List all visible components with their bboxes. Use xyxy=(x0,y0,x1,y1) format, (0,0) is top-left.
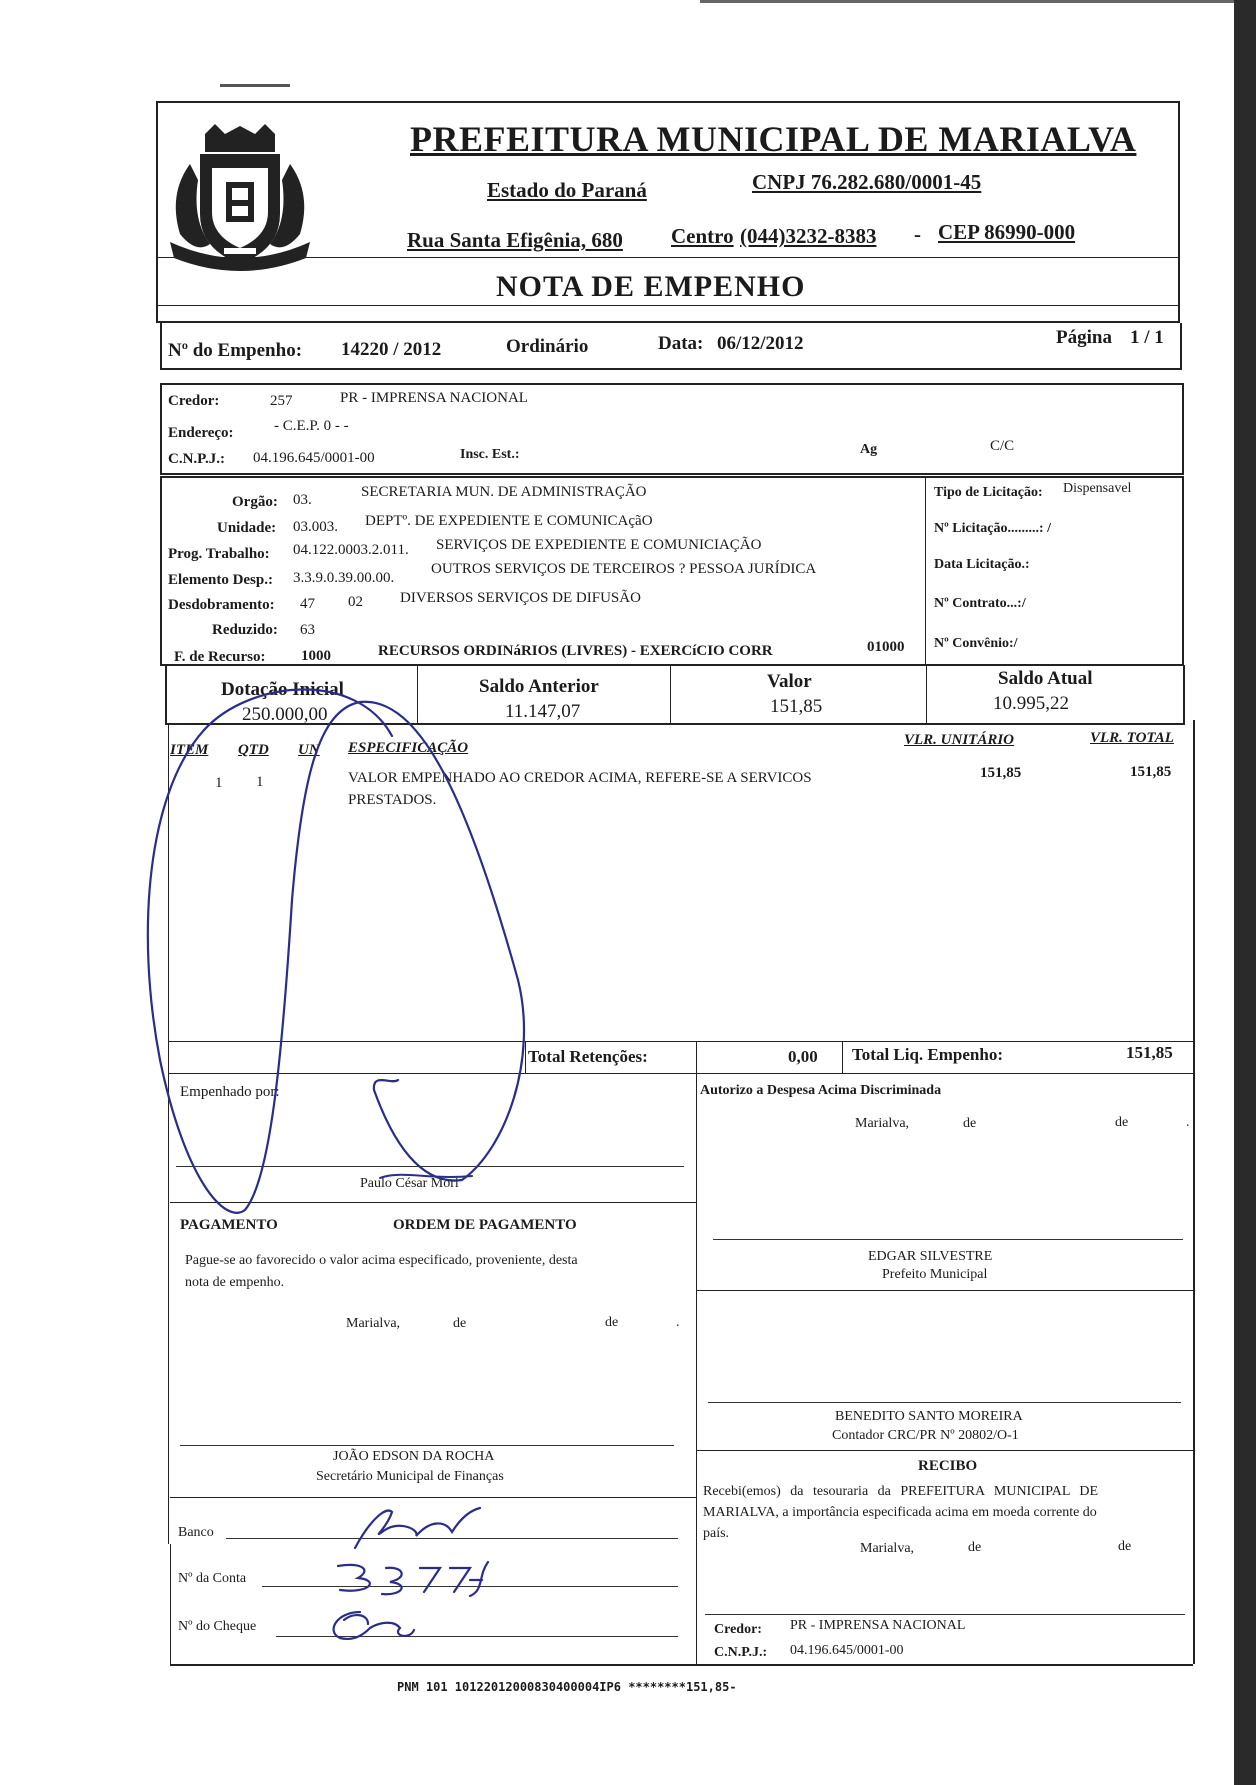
pagamento-signer: JOÃO EDSON DA ROCHA xyxy=(333,1449,495,1464)
totals-div-2 xyxy=(696,1041,697,1073)
banco-label: Banco xyxy=(178,1525,214,1540)
retencoes-value: 0,00 xyxy=(788,1047,818,1066)
items-header-unit: VLR. UNITÁRIO xyxy=(904,732,1015,748)
saldo-atual-label: Saldo Atual xyxy=(998,668,1093,689)
totals-div-1 xyxy=(525,1041,526,1073)
cnpj-label: C.N.P.J.: xyxy=(168,451,225,467)
header-cep-sep: - xyxy=(914,222,921,246)
pagamento-top-line xyxy=(170,1202,696,1203)
recibo-top-line xyxy=(696,1450,1193,1451)
items-header-un: UN xyxy=(298,742,320,758)
cc-label: C/C xyxy=(990,438,1015,454)
recibo-text3: país. xyxy=(703,1526,730,1541)
autorizo-de1: de xyxy=(963,1116,977,1131)
contador-signer: BENEDITO SANTO MOREIRA xyxy=(835,1409,1023,1424)
recibo-text2: MARIALVA, a importância especificada acima em moeda corrente do xyxy=(703,1505,1097,1520)
orgao-name: SECRETARIA MUN. DE ADMINISTRAÇÃO xyxy=(361,484,647,500)
totals-bottom-line xyxy=(168,1073,1193,1074)
reduzido-value: 63 xyxy=(300,622,315,638)
items-header-qtd: QTD xyxy=(238,742,269,758)
document-title: NOTA DE EMPENHO xyxy=(496,270,806,303)
prog-trabalho-code: 04.122.0003.2.011. xyxy=(293,542,409,558)
contador-role: Contador CRC/PR Nº 20802/O-1 xyxy=(832,1428,1019,1443)
recibo-credor: PR - IMPRENSA NACIONAL xyxy=(790,1618,966,1633)
pagamento-label: PAGAMENTO xyxy=(180,1217,278,1233)
dotacao-value: 250.000,00 xyxy=(242,704,328,725)
recibo-text1: Recebi(emos) da tesouraria da PREFEITURA MUNICIPAL DE xyxy=(703,1484,1099,1499)
contador-top-line xyxy=(696,1290,1193,1291)
unidade-label: Unidade: xyxy=(217,520,277,536)
saldo-anterior-label: Saldo Anterior xyxy=(479,676,599,697)
desdobramento-code2: 02 xyxy=(348,594,363,610)
valor-label: Valor xyxy=(767,671,812,692)
ag-label: Ag xyxy=(860,442,878,457)
tipo-licitacao-label: Tipo de Licitação: xyxy=(934,485,1043,500)
endereco-label: Endereço: xyxy=(168,425,234,441)
elemento-code: 3.3.9.0.39.00.00. xyxy=(293,570,395,586)
items-header-spec: ESPECIFICAÇÃO xyxy=(348,740,469,756)
title-divider xyxy=(158,305,1178,306)
footer-code: PNM 101 10122012000830400004IP6 ********151,85- xyxy=(397,1680,737,1694)
desdobramento-name: DIVERSOS SERVIÇOS DE DIFUSÃO xyxy=(400,590,641,606)
autorizo-title: Autorizo a Despesa Acima Discriminada xyxy=(700,1083,942,1098)
contador-signature-line xyxy=(708,1402,1181,1403)
pagamento-dot: . xyxy=(676,1315,680,1330)
scan-right-edge xyxy=(1234,0,1256,1785)
conta-field-line[interactable] xyxy=(262,1586,678,1587)
signature-loop-stroke xyxy=(148,689,524,1212)
autorizo-signer: EDGAR SILVESTRE xyxy=(868,1249,993,1264)
data-licitacao-label: Data Licitação.: xyxy=(934,557,1030,572)
page-label: Página xyxy=(1056,327,1112,348)
recibo-cnpj-label: C.N.P.J.: xyxy=(714,1645,768,1660)
lower-mid-divider xyxy=(696,1073,697,1664)
recurso-code: 1000 xyxy=(301,648,331,664)
items-right-border xyxy=(1193,720,1195,1664)
convenio-label: Nº Convênio:/ xyxy=(934,636,1018,651)
header-phone: (044)3232-8383 xyxy=(740,224,877,248)
item-row-qtd: 1 xyxy=(256,774,264,790)
totals-div-3 xyxy=(842,1041,843,1073)
pagamento-text1: Pague-se ao favorecido o valor acima especificado, proveniente, desta xyxy=(185,1253,578,1268)
header-cep: CEP 86990-000 xyxy=(938,220,1076,244)
pagamento-role: Secretário Municipal de Finanças xyxy=(316,1469,504,1484)
liq-empenho-value: 151,85 xyxy=(1126,1043,1173,1062)
totals-top-line xyxy=(168,1041,1193,1042)
dotacao-label: Dotação Inicial xyxy=(221,679,344,700)
lower-bottom-line xyxy=(170,1664,1193,1666)
header-cnpj: CNPJ 76.282.680/0001-45 xyxy=(752,170,982,194)
orgao-code: 03. xyxy=(293,492,312,508)
liq-empenho-label: Total Liq. Empenho: xyxy=(852,1045,1003,1064)
tipo-licitacao-value: Dispensavel xyxy=(1063,481,1132,496)
conta-handwriting xyxy=(338,1562,488,1596)
empenho-number-label: Nº do Empenho: xyxy=(168,340,303,361)
unidade-name: DEPTº. DE EXPEDIENTE E COMUNICAçãO xyxy=(365,513,653,529)
credor-label: Credor: xyxy=(168,393,220,409)
items-header-total: VLR. TOTAL xyxy=(1090,730,1174,746)
num-licitacao-label: Nº Licitação.........: / xyxy=(934,521,1051,536)
balances-div-2 xyxy=(670,666,671,724)
valor-value: 151,85 xyxy=(770,696,823,717)
elemento-label: Elemento Desp.: xyxy=(168,572,273,588)
recibo-title: RECIBO xyxy=(918,1458,978,1474)
banco-handwriting xyxy=(355,1508,480,1548)
elemento-name: OUTROS SERVIÇOS DE TERCEIROS ? PESSOA JURÍDICA xyxy=(431,561,817,577)
recurso-label: F. de Recurso: xyxy=(174,649,266,665)
recurso-name: RECURSOS ORDINáRIOS (LIVRES) - EXERCíCIO CORR xyxy=(378,643,773,659)
header-title: PREFEITURA MUNICIPAL DE MARIALVA xyxy=(410,119,1137,159)
pagamento-city: Marialva, xyxy=(346,1316,401,1331)
page-number: 1 / 1 xyxy=(1130,327,1164,348)
saldo-anterior-value: 11.147,07 xyxy=(505,701,581,722)
autorizo-dot: . xyxy=(1186,1115,1190,1130)
item-row-item: 1 xyxy=(215,775,223,791)
empenho-number: 14220 / 2012 xyxy=(341,339,442,360)
balances-div-1 xyxy=(417,666,418,724)
item-row-spec-line1: VALOR EMPENHADO AO CREDOR ACIMA, REFERE-SE A SERVICOS xyxy=(348,770,812,786)
pagamento-text2: nota de empenho. xyxy=(185,1275,285,1290)
balances-div-3 xyxy=(926,666,927,724)
retencoes-label: Total Retenções: xyxy=(528,1047,648,1066)
bank-top-line xyxy=(170,1497,696,1498)
unidade-code: 03.003. xyxy=(293,519,338,535)
pagamento-title: ORDEM DE PAGAMENTO xyxy=(393,1217,577,1233)
item-row-unit: 151,85 xyxy=(980,765,1022,781)
autorizo-role: Prefeito Municipal xyxy=(882,1267,988,1282)
insc-est-label: Insc. Est.: xyxy=(460,447,520,462)
banco-field-line[interactable] xyxy=(226,1538,678,1539)
recibo-de1: de xyxy=(968,1540,982,1555)
pagamento-de2: de xyxy=(605,1315,619,1330)
contrato-label: Nº Contrato...:/ xyxy=(934,596,1026,611)
desdobramento-label: Desdobramento: xyxy=(168,597,275,613)
desdobramento-code1: 47 xyxy=(300,596,315,612)
autorizo-de2: de xyxy=(1115,1115,1129,1130)
conta-label: Nº da Conta xyxy=(178,1571,247,1586)
cheque-field-line[interactable] xyxy=(276,1636,678,1637)
cnpj-value: 04.196.645/0001-00 xyxy=(253,450,375,466)
scan-mark xyxy=(220,84,290,87)
lower-left-border-b xyxy=(170,1544,171,1664)
prog-trabalho-name: SERVIÇOS DE EXPEDIENTE E COMUNICIAÇÃO xyxy=(436,537,762,553)
empenhado-signature-line xyxy=(176,1166,684,1167)
items-header-item: ITEM xyxy=(170,742,209,758)
item-row-total: 151,85 xyxy=(1130,764,1172,780)
endereco-value: - C.E.P. 0 - - xyxy=(274,418,349,434)
empenho-date-label: Data: xyxy=(658,333,704,354)
credor-name: PR - IMPRENSA NACIONAL xyxy=(340,390,528,406)
items-left-border xyxy=(168,724,169,1544)
empenho-date: 06/12/2012 xyxy=(717,333,804,354)
orgao-label: Orgão: xyxy=(232,494,278,510)
pagamento-signature-line xyxy=(180,1445,674,1446)
recibo-signature-line xyxy=(705,1614,1185,1615)
empenhado-label: Empenhado por: xyxy=(180,1084,280,1100)
header-district: Centro xyxy=(671,224,734,248)
autorizo-city: Marialva, xyxy=(855,1116,910,1131)
autorizo-signature-line xyxy=(713,1239,1183,1240)
classification-divider xyxy=(925,478,926,664)
reduzido-label: Reduzido: xyxy=(212,622,278,638)
recibo-credor-label: Credor: xyxy=(714,1622,762,1637)
pagamento-de1: de xyxy=(453,1316,467,1331)
item-row-spec-line2: PRESTADOS. xyxy=(348,792,437,808)
scan-top-shadow xyxy=(700,0,1234,3)
prog-trabalho-label: Prog. Trabalho: xyxy=(168,546,270,562)
recurso-code2: 01000 xyxy=(867,639,905,655)
recibo-cnpj: 04.196.645/0001-00 xyxy=(790,1643,904,1658)
saldo-atual-value: 10.995,22 xyxy=(993,693,1069,714)
empenho-type: Ordinário xyxy=(506,336,589,357)
cheque-label: Nº do Cheque xyxy=(178,1619,257,1634)
recibo-de2: de xyxy=(1118,1539,1132,1554)
header-state: Estado do Paraná xyxy=(487,178,647,202)
empenhado-signer: Paulo César Mori xyxy=(360,1176,459,1191)
recibo-city: Marialva, xyxy=(860,1541,915,1556)
credor-code: 257 xyxy=(270,393,293,409)
header-street: Rua Santa Efigênia, 680 xyxy=(407,228,623,252)
cheque-handwriting xyxy=(334,1612,414,1639)
crest-icon xyxy=(160,124,320,274)
